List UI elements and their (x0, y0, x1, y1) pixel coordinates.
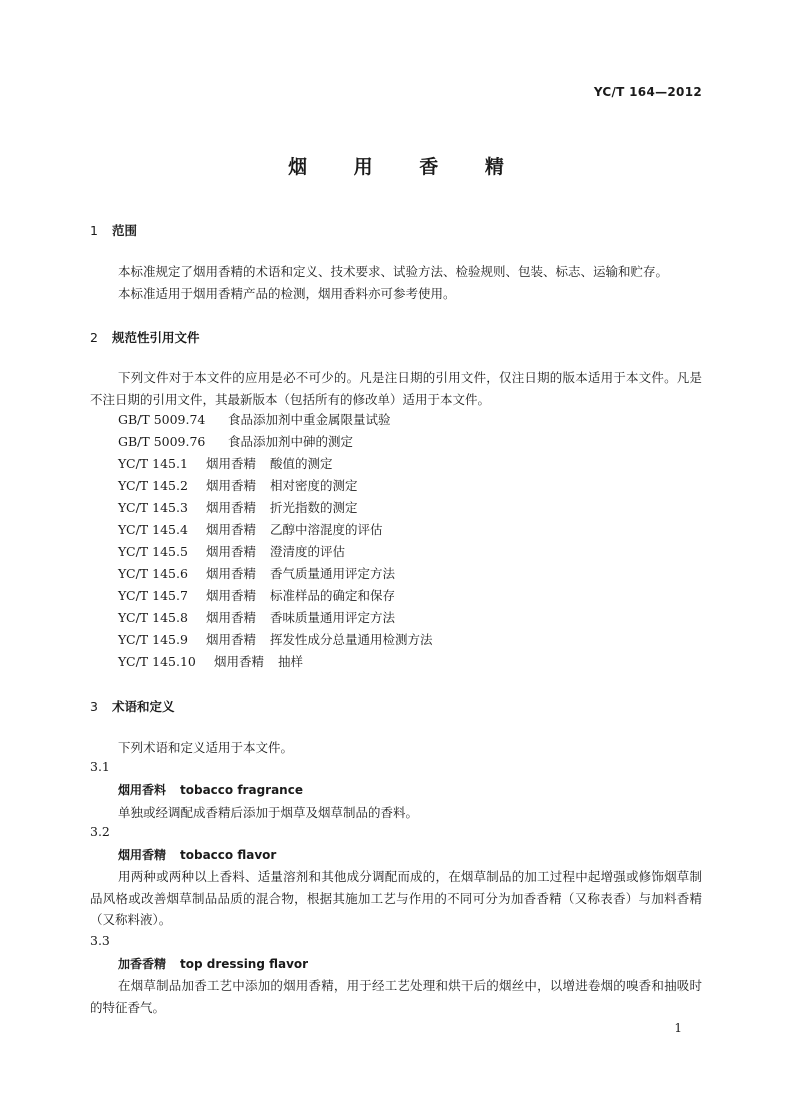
term-number: 3.1 (90, 759, 110, 774)
reference-item: YC/T 145.10 烟用香精 抽样 (118, 654, 304, 669)
scope-paragraph-2: 本标准适用于烟用香精产品的检测，烟用香料亦可参考使用。 (118, 286, 456, 301)
term-number: 3.3 (90, 933, 110, 948)
term-heading: 烟用香精 tobacco flavor (118, 848, 277, 862)
term-definition: 用两种或两种以上香料、适量溶剂和其他成分调配而成的，在烟草制品的加工过程中起增强或修饰烟草制品风格或改善烟草制品品质的混合物，根据其施加工艺与作用的不同可分为加香香精（又称表香）与加料香精（又称料液）。 (90, 869, 702, 927)
term-heading: 加香香精 top dressing flavor (118, 957, 309, 971)
standard-code: YC/T 164—2012 (593, 85, 702, 99)
term-heading: 烟用香料 tobacco fragrance (118, 783, 303, 797)
section-heading-1 (90, 221, 137, 239)
terms-intro: 下列术语和定义适用于本文件。 (118, 740, 294, 755)
page-number: 1 (674, 1021, 682, 1035)
reference-item: GB/T 5009.76 食品添加剂中砷的测定 (118, 434, 354, 449)
reference-item: YC/T 145.6 烟用香精 香气质量通用评定方法 (118, 566, 396, 581)
document-title: 烟 用 香 精 (288, 156, 524, 178)
reference-item: YC/T 145.2 烟用香精 相对密度的测定 (118, 478, 358, 493)
section-heading-2 (90, 328, 200, 346)
references-intro: 下列文件对于本文件的应用是必不可少的。凡是注日期的引用文件，仅注日期的版本适用于本文件。凡是不注日期的引用文件，其最新版本（包括所有的修改单）适用于本文件。 (90, 370, 702, 407)
reference-item: YC/T 145.3 烟用香精 折光指数的测定 (118, 500, 358, 515)
section-title: 术语和定义 (112, 699, 175, 714)
term-number: 3.2 (90, 824, 110, 839)
section-number: 3 (90, 699, 98, 714)
section-number: 1 (90, 223, 98, 238)
reference-item: YC/T 145.4 烟用香精 乙醇中溶混度的评估 (118, 522, 383, 537)
reference-item: YC/T 145.5 烟用香精 澄清度的评估 (118, 544, 346, 559)
reference-item: YC/T 145.8 烟用香精 香味质量通用评定方法 (118, 610, 396, 625)
section-number: 2 (90, 330, 98, 345)
term-definition: 单独或经调配成香精后添加于烟草及烟草制品的香料。 (118, 805, 419, 820)
reference-item: YC/T 145.7 烟用香精 标准样品的确定和保存 (118, 588, 396, 603)
reference-item: GB/T 5009.74 食品添加剂中重金属限量试验 (118, 412, 391, 427)
scope-paragraph-1: 本标准规定了烟用香精的术语和定义、技术要求、试验方法、检验规则、包装、标志、运输和贮存。 (118, 264, 669, 279)
section-heading-3 (90, 697, 175, 715)
reference-item: YC/T 145.1 烟用香精 酸值的测定 (118, 456, 333, 471)
term-definition: 在烟草制品加香工艺中添加的烟用香精，用于经工艺处理和烘干后的烟丝中，以增进卷烟的嗅香和抽吸时的特征香气。 (90, 978, 702, 1015)
section-title: 规范性引用文件 (112, 330, 200, 345)
reference-item: YC/T 145.9 烟用香精 挥发性成分总量通用检测方法 (118, 632, 433, 647)
section-title: 范围 (112, 223, 138, 238)
